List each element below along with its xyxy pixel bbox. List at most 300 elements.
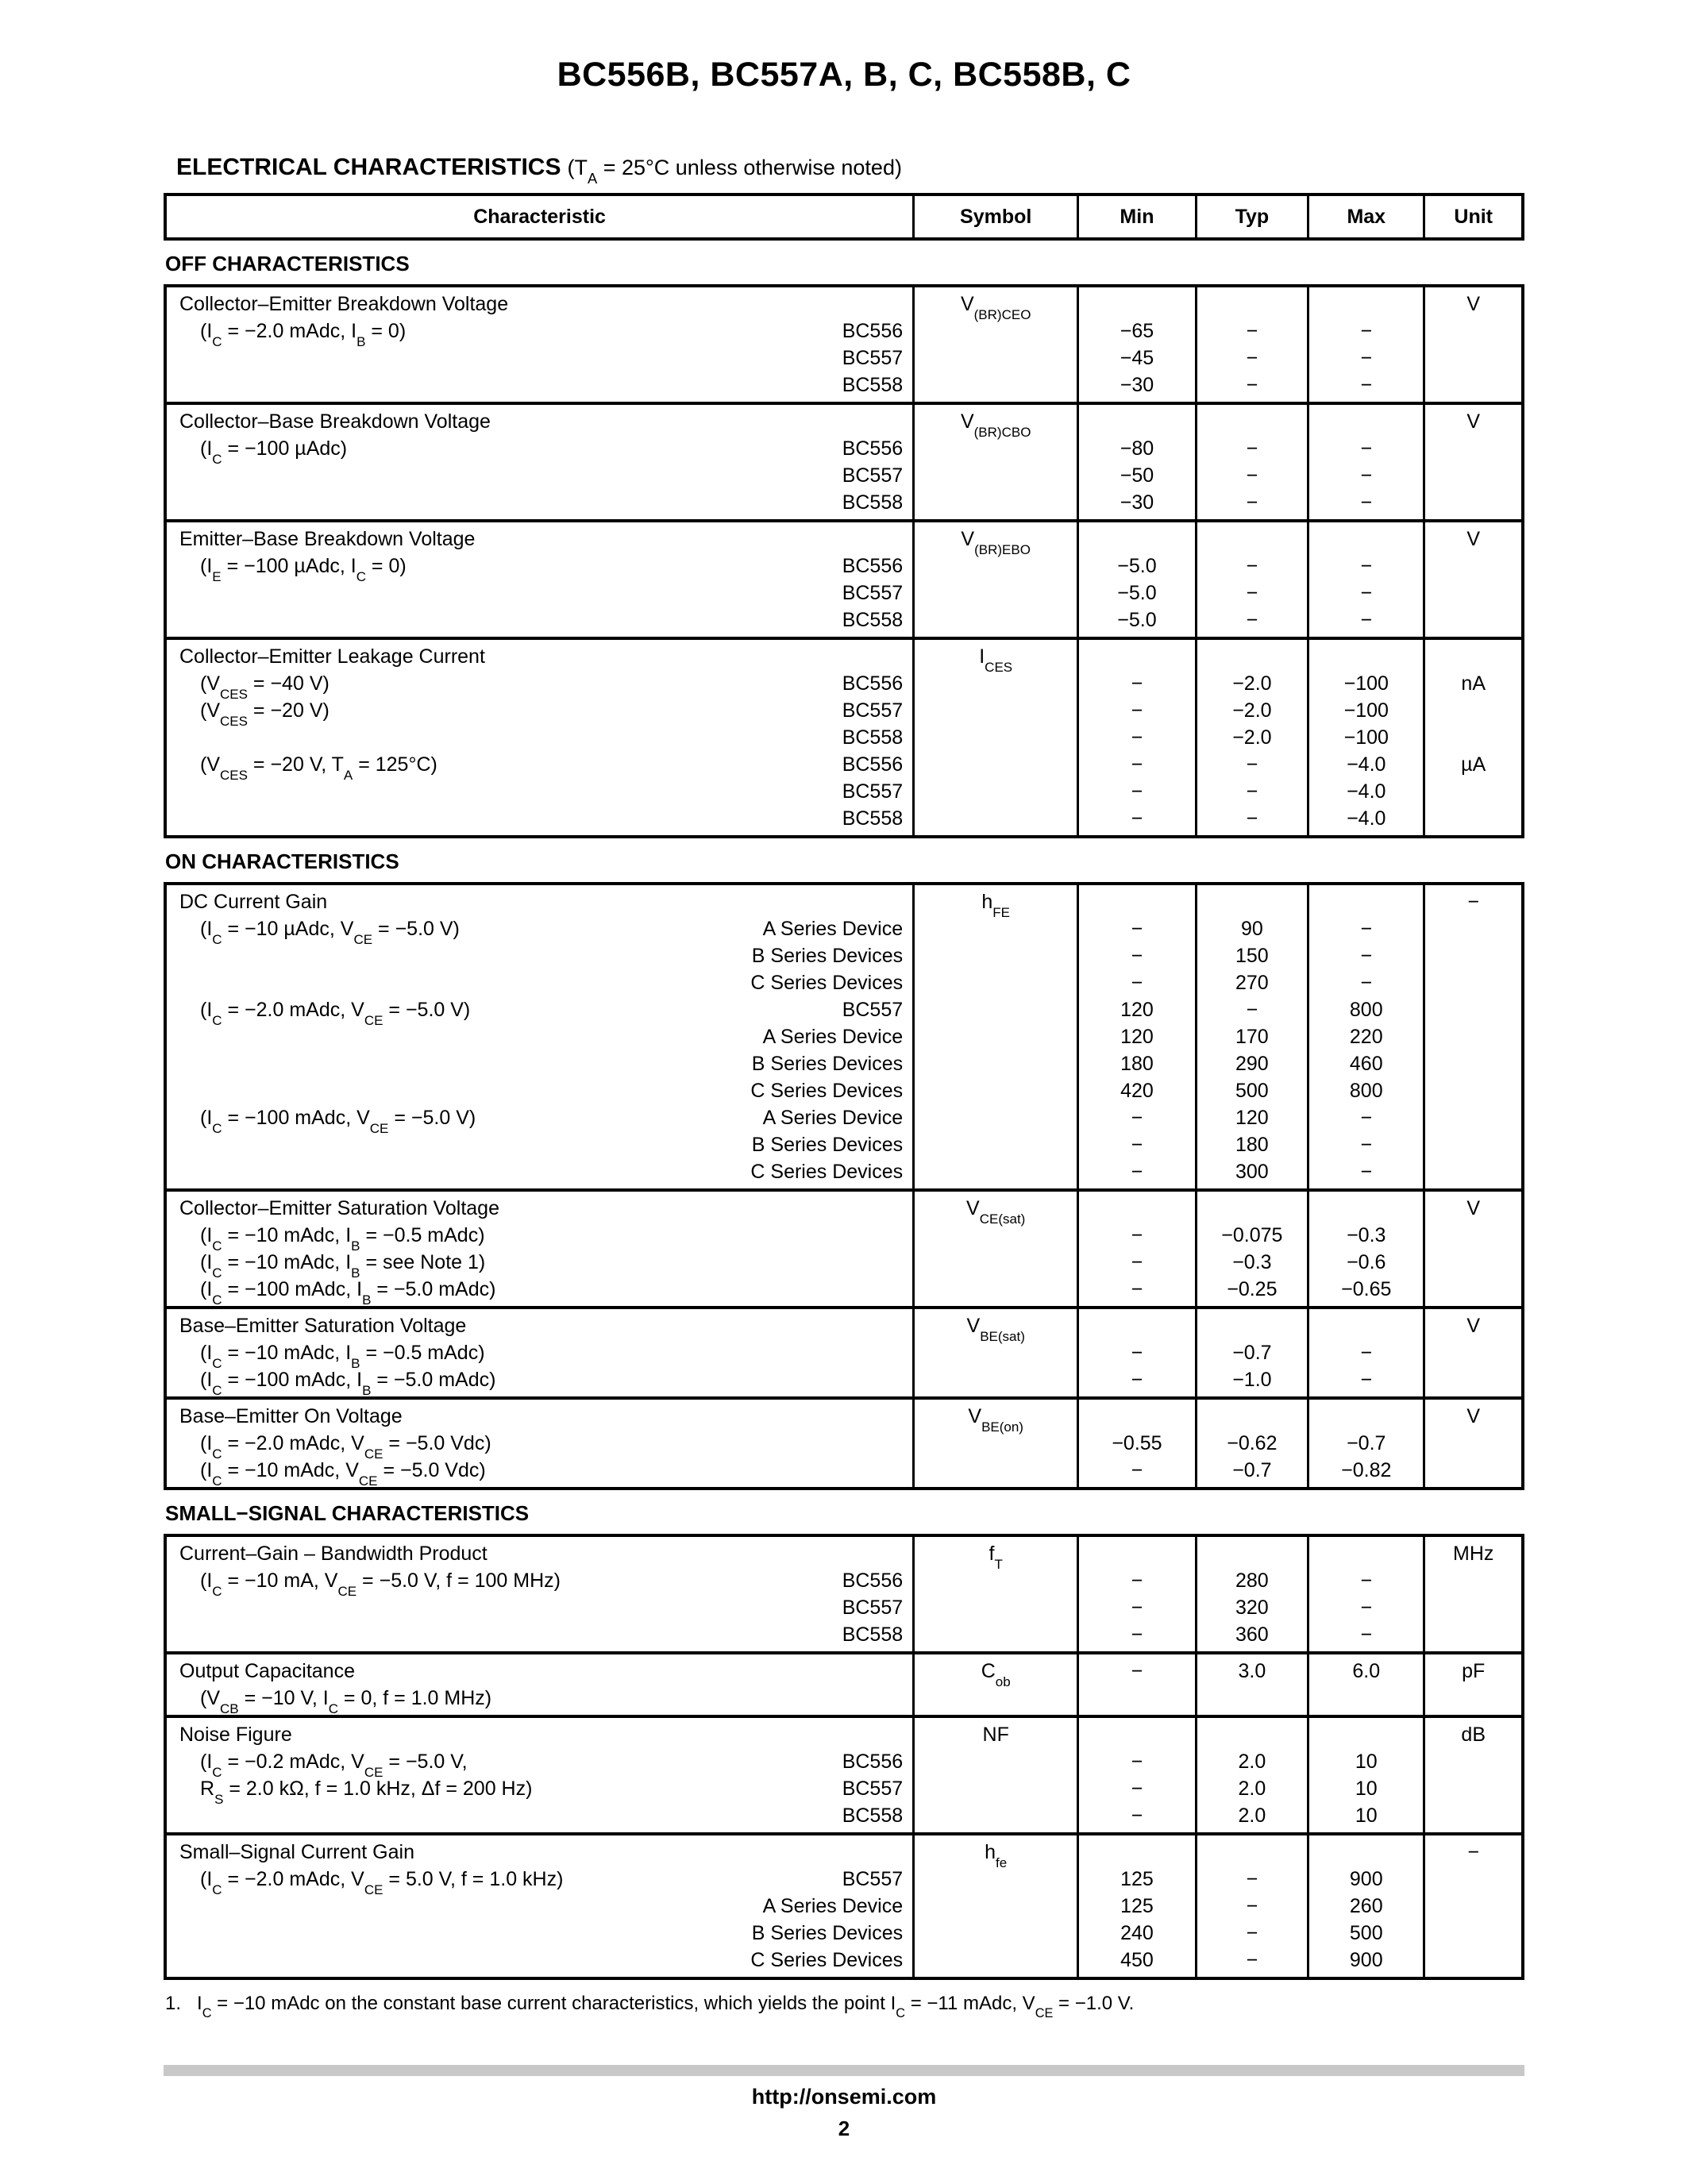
- min-value: [1079, 1540, 1194, 1567]
- unit-label: [1425, 1430, 1521, 1457]
- test-condition: ($I_C = -10$ mAdc, $I_B = -0.5$ mAdc): [200, 1224, 485, 1254]
- typ-value: [1197, 1839, 1307, 1866]
- typ-value: −0.25: [1227, 1278, 1278, 1300]
- unit-label: [1425, 1893, 1521, 1920]
- max-value: 10: [1355, 1751, 1378, 1773]
- unit-cell: [1423, 1537, 1521, 1651]
- column-header-typ: Typ: [1195, 196, 1307, 237]
- unit-label: [1425, 1276, 1521, 1303]
- device-label: BC556: [842, 1570, 904, 1592]
- unit-cell: [1423, 1718, 1521, 1832]
- table-line: [167, 1621, 912, 1648]
- max-value: −: [1360, 1342, 1373, 1364]
- typ-cell: [1195, 1537, 1307, 1651]
- device-label: BC558: [842, 609, 904, 631]
- symbol-label: [915, 1131, 1077, 1158]
- test-condition: ($I_C = -100$ mAdc, $V_{CE} = -5.0$ V): [200, 1107, 476, 1136]
- typ-value: 180: [1235, 1134, 1269, 1156]
- symbol-cell: [912, 1400, 1077, 1487]
- table-line: [167, 996, 912, 1028]
- symbol-label: [915, 1594, 1077, 1621]
- table-line: [167, 1802, 912, 1829]
- test-condition: ($I_C = -0.2$ mAdc, $V_{CE} = -5.0$ V,: [200, 1751, 468, 1780]
- typ-cell: [1195, 1309, 1307, 1396]
- characteristic-title: Base–Emitter On Voltage: [179, 1405, 403, 1427]
- typ-value: 2.0: [1238, 1805, 1266, 1827]
- characteristic-title: DC Current Gain: [179, 891, 328, 913]
- table-header-row: [164, 193, 1524, 241]
- min-value: −: [1131, 1278, 1143, 1300]
- symbol-cell: [912, 1835, 1077, 1977]
- test-condition: ($I_C = -2.0$ mAdc, $V_{CE} = -5.0$ V): [200, 999, 471, 1028]
- table-line: [167, 1893, 912, 1920]
- min-value: −: [1131, 1751, 1143, 1773]
- unit-label: dB: [1461, 1724, 1486, 1746]
- max-value: −100: [1343, 726, 1389, 749]
- device-label: BC556: [842, 1751, 904, 1773]
- device-label: BC556: [842, 555, 904, 577]
- typ-cell: [1195, 1400, 1307, 1487]
- max-value: −100: [1343, 672, 1389, 695]
- symbol-label: [915, 1802, 1077, 1829]
- characteristic-row-group: [167, 1651, 1521, 1715]
- unit-label: [1425, 1802, 1521, 1829]
- symbol-label: [915, 1077, 1077, 1104]
- table-line: [167, 805, 912, 832]
- device-label: B Series Devices: [751, 1134, 904, 1156]
- min-value: [1079, 1312, 1194, 1339]
- device-label: C Series Devices: [750, 1949, 904, 1971]
- symbol-label: [915, 1748, 1077, 1775]
- symbol-label: $h_{FE}$: [981, 891, 1010, 920]
- unit-label: [1425, 435, 1521, 462]
- min-value: 125: [1120, 1895, 1154, 1917]
- table-line: [167, 372, 912, 399]
- typ-value: −: [1246, 1868, 1258, 1890]
- table-line: [167, 1158, 912, 1185]
- symbol-label: [915, 942, 1077, 969]
- min-value: [1079, 1721, 1194, 1748]
- footer-link[interactable]: http://onsemi.com: [751, 2085, 937, 2109]
- min-value: [1079, 1685, 1194, 1712]
- test-condition: ($I_C = -100$ mAdc, $I_B = -5.0$ mAdc): [200, 1369, 496, 1398]
- symbol-label: $V_{BE(on)}$: [968, 1405, 1023, 1435]
- test-condition: ($I_C = -2.0$ mAdc, $I_B = 0$): [200, 320, 407, 349]
- typ-value: [1197, 888, 1307, 915]
- typ-value: 320: [1235, 1597, 1269, 1619]
- unit-label: [1425, 1131, 1521, 1158]
- section-label: SMALL−SIGNAL CHARACTERISTICS: [165, 1501, 530, 1525]
- max-cell: [1307, 405, 1423, 519]
- min-value: −65: [1120, 320, 1154, 342]
- unit-label: V: [1466, 410, 1481, 433]
- unit-label: [1425, 915, 1521, 942]
- symbol-cell: [912, 640, 1077, 835]
- max-value: −: [1360, 1369, 1373, 1391]
- unit-label: [1425, 1050, 1521, 1077]
- characteristic-cell: [167, 1400, 912, 1487]
- max-cell: [1307, 522, 1423, 637]
- unit-cell: [1423, 1835, 1521, 1977]
- min-value: [1079, 888, 1194, 915]
- section-label: OFF CHARACTERISTICS: [165, 252, 410, 275]
- symbol-label: $f_T$: [989, 1543, 1003, 1572]
- unit-label: [1425, 942, 1521, 969]
- unit-label: [1425, 1104, 1521, 1131]
- test-condition: ($I_C = -10$ mA, $V_{CE} = -5.0$ V, f = 100 MHz): [200, 1570, 561, 1599]
- max-cell: [1307, 1718, 1423, 1832]
- max-value: −: [1360, 1134, 1373, 1156]
- symbol-label: [915, 1775, 1077, 1802]
- page-title: BC556B, BC557A, B, C, BC558B, C: [557, 56, 1131, 94]
- unit-cell: [1423, 1400, 1521, 1487]
- typ-value: −2.0: [1232, 726, 1272, 749]
- table-line: [167, 1839, 912, 1866]
- table-line: [167, 915, 912, 947]
- min-value: 420: [1120, 1080, 1154, 1102]
- table-line: [167, 1050, 912, 1077]
- max-cell: [1307, 1400, 1423, 1487]
- characteristic-row-group: [167, 1396, 1521, 1487]
- max-value: 900: [1349, 1949, 1383, 1971]
- characteristic-cell: [167, 1835, 912, 1977]
- symbol-cell: [912, 1537, 1077, 1651]
- min-cell: [1077, 522, 1194, 637]
- typ-value: 2.0: [1238, 1751, 1266, 1773]
- device-label: C Series Devices: [750, 1161, 904, 1183]
- typ-value: 270: [1235, 972, 1269, 994]
- unit-label: [1425, 1920, 1521, 1947]
- characteristic-cell: [167, 1192, 912, 1306]
- unit-cell: [1423, 885, 1521, 1188]
- symbol-label: [915, 1158, 1077, 1185]
- symbol-label: [915, 372, 1077, 399]
- device-label: BC557: [842, 1868, 904, 1890]
- typ-value: −: [1246, 491, 1258, 514]
- characteristic-row-group: [167, 885, 1521, 1188]
- typ-value: 500: [1235, 1080, 1269, 1102]
- table-line: [167, 751, 912, 783]
- table-line: [167, 1195, 912, 1222]
- max-value: −100: [1343, 699, 1389, 722]
- min-value: −: [1131, 945, 1143, 967]
- min-value: 125: [1120, 1868, 1154, 1890]
- characteristic-cell: [167, 522, 912, 637]
- characteristic-title: Small–Signal Current Gain: [179, 1841, 414, 1863]
- characteristic-row-group: [167, 637, 1521, 835]
- max-value: 10: [1355, 1805, 1378, 1827]
- characteristic-title: Output Capacitance: [179, 1660, 355, 1682]
- min-value: −30: [1120, 491, 1154, 514]
- table-line: [167, 724, 912, 751]
- symbol-label: $V_{(BR)CBO}$: [960, 410, 1031, 440]
- table-line: [167, 1077, 912, 1104]
- max-value: −: [1360, 491, 1373, 514]
- table-line: [167, 1222, 912, 1254]
- unit-label: V: [1466, 293, 1481, 315]
- device-label: BC556: [842, 753, 904, 776]
- test-condition: ($I_C = -2.0$ mAdc, $V_{CE} = 5.0$ V, f = 1.0 kHz): [200, 1868, 564, 1897]
- unit-label: [1425, 1947, 1521, 1974]
- table-line: [167, 1748, 912, 1780]
- test-condition: ($I_C = -2.0$ mAdc, $V_{CE} = -5.0$ Vdc): [200, 1432, 491, 1462]
- min-cell: [1077, 885, 1194, 1188]
- min-value: 450: [1120, 1949, 1154, 1971]
- symbol-label: [915, 1023, 1077, 1050]
- unit-label: V: [1466, 1405, 1481, 1427]
- typ-value: −: [1246, 1949, 1258, 1971]
- characteristic-row-group: [167, 1537, 1521, 1651]
- max-value: −: [1360, 1624, 1373, 1646]
- symbol-label: [915, 778, 1077, 805]
- typ-value: −: [1246, 1922, 1258, 1944]
- characteristic-title: Collector–Emitter Breakdown Voltage: [179, 293, 509, 315]
- characteristic-title: Collector–Base Breakdown Voltage: [179, 410, 491, 433]
- table-line: [167, 1920, 912, 1947]
- characteristic-cell: [167, 1309, 912, 1396]
- unit-label: [1425, 462, 1521, 489]
- unit-cell: [1423, 640, 1521, 835]
- min-value: [1079, 291, 1194, 318]
- unit-label: [1425, 607, 1521, 634]
- max-value: −0.7: [1347, 1432, 1386, 1454]
- min-value: −45: [1120, 347, 1154, 369]
- max-value: −: [1360, 1161, 1373, 1183]
- min-value: −: [1131, 672, 1143, 695]
- table-line: [167, 345, 912, 372]
- characteristic-row-group: [167, 1715, 1521, 1832]
- min-value: −80: [1120, 437, 1154, 460]
- symbol-label: [915, 607, 1077, 634]
- max-value: −: [1360, 918, 1373, 940]
- footnote: 1. $I_C = -10$ mAdc on the constant base current characteristics, which yields the point $I_C = -11$ mAdc, $V_{CE} = -1.0$ V.: [165, 1993, 1135, 2021]
- typ-value: [1197, 291, 1307, 318]
- max-value: −0.65: [1341, 1278, 1392, 1300]
- min-cell: [1077, 1835, 1194, 1977]
- typ-cell: [1195, 1192, 1307, 1306]
- test-condition: ($V_{CES} = -20$ V): [200, 699, 330, 729]
- max-value: [1309, 291, 1423, 318]
- unit-label: nA: [1461, 672, 1486, 695]
- characteristics-table-area: [164, 193, 1524, 2021]
- symbol-label: $V_{(BR)CEO}$: [960, 293, 1031, 322]
- characteristic-row-group: [167, 1188, 1521, 1306]
- table-line: [167, 580, 912, 607]
- test-condition: ($I_C = -100$ µAdc): [200, 437, 348, 467]
- table-block: [164, 284, 1524, 838]
- characteristic-cell: [167, 1654, 912, 1715]
- min-value: [1079, 643, 1194, 670]
- electrical-characteristics-heading: [176, 154, 902, 187]
- table-line: [167, 1276, 912, 1308]
- table-line: [167, 1775, 912, 1807]
- table-line: [167, 1339, 912, 1371]
- typ-cell: [1195, 405, 1307, 519]
- max-value: [1309, 643, 1423, 670]
- unit-label: [1425, 1366, 1521, 1393]
- unit-label: [1425, 1685, 1521, 1712]
- typ-value: 360: [1235, 1624, 1269, 1646]
- unit-label: pF: [1462, 1660, 1486, 1682]
- test-condition: ($V_{CES} = -40$ V): [200, 672, 330, 702]
- max-cell: [1307, 640, 1423, 835]
- table-line: [167, 1430, 912, 1462]
- table-line: [167, 1457, 912, 1489]
- symbol-label: $h_{fe}$: [985, 1841, 1008, 1870]
- characteristic-title: Current–Gain – Bandwidth Product: [179, 1543, 488, 1565]
- table-line: [167, 643, 912, 670]
- device-label: BC557: [842, 1597, 904, 1619]
- unit-label: [1425, 1775, 1521, 1802]
- max-cell: [1307, 885, 1423, 1188]
- device-label: B Series Devices: [751, 1922, 904, 1944]
- unit-label: µA: [1461, 753, 1486, 776]
- test-condition: ($I_C = -10$ mAdc, $I_B = -0.5$ mAdc): [200, 1342, 485, 1371]
- typ-value: −0.62: [1227, 1432, 1278, 1454]
- max-cell: [1307, 1192, 1423, 1306]
- symbol-cell: [912, 405, 1077, 519]
- test-condition: ($I_C = -10$ mAdc, $I_B$ = see Note 1): [200, 1251, 486, 1281]
- characteristic-cell: [167, 640, 912, 835]
- max-value: −: [1360, 1107, 1373, 1129]
- typ-value: −: [1246, 374, 1258, 396]
- unit-label: [1425, 1567, 1521, 1594]
- max-value: 460: [1349, 1053, 1383, 1075]
- unit-label: [1425, 1023, 1521, 1050]
- unit-label: [1425, 345, 1521, 372]
- min-value: −: [1131, 1224, 1143, 1246]
- min-cell: [1077, 1192, 1194, 1306]
- max-value: −: [1360, 945, 1373, 967]
- max-value: 800: [1349, 999, 1383, 1021]
- min-cell: [1077, 287, 1194, 402]
- min-cell: [1077, 640, 1194, 835]
- min-cell: [1077, 405, 1194, 519]
- min-value: −5.0: [1117, 609, 1157, 631]
- max-value: −4.0: [1347, 780, 1386, 803]
- device-label: C Series Devices: [750, 1080, 904, 1102]
- symbol-label: [915, 1276, 1077, 1303]
- device-label: A Series Device: [762, 1026, 904, 1048]
- typ-value: 170: [1235, 1026, 1269, 1048]
- characteristic-cell: [167, 1718, 912, 1832]
- typ-cell: [1195, 640, 1307, 835]
- unit-label: V: [1466, 1197, 1481, 1219]
- device-label: BC558: [842, 1805, 904, 1827]
- symbol-label: [915, 1457, 1077, 1484]
- table-line: [167, 670, 912, 702]
- min-value: −: [1131, 699, 1143, 722]
- typ-cell: [1195, 522, 1307, 637]
- typ-value: [1197, 1685, 1307, 1712]
- typ-value: [1197, 1195, 1307, 1222]
- typ-value: −: [1246, 780, 1258, 803]
- min-value: −50: [1120, 464, 1154, 487]
- characteristic-row-group: [167, 287, 1521, 402]
- typ-value: −: [1246, 753, 1258, 776]
- symbol-label: [915, 1947, 1077, 1974]
- min-cell: [1077, 1654, 1194, 1715]
- table-line: [167, 697, 912, 729]
- symbol-label: [915, 489, 1077, 516]
- table-line: [167, 1658, 912, 1685]
- min-value: −: [1131, 780, 1143, 803]
- max-value: [1309, 1312, 1423, 1339]
- typ-value: 150: [1235, 945, 1269, 967]
- max-cell: [1307, 287, 1423, 402]
- heading-condition-note: ($T_A = 25^\circ C$ unless otherwise noted): [567, 156, 902, 187]
- typ-value: −1.0: [1232, 1369, 1272, 1391]
- max-value: [1309, 1540, 1423, 1567]
- max-value: [1309, 888, 1423, 915]
- max-value: −4.0: [1347, 753, 1386, 776]
- typ-value: 120: [1235, 1107, 1269, 1129]
- symbol-label: [915, 751, 1077, 778]
- max-cell: [1307, 1309, 1423, 1396]
- min-value: −: [1131, 1778, 1143, 1800]
- symbol-cell: [912, 1309, 1077, 1396]
- symbol-label: $C_{ob}$: [981, 1660, 1011, 1689]
- max-value: −0.3: [1347, 1224, 1386, 1246]
- max-cell: [1307, 1835, 1423, 1977]
- min-value: −: [1131, 1624, 1143, 1646]
- typ-value: −: [1246, 609, 1258, 631]
- max-value: [1309, 1403, 1423, 1430]
- min-value: −: [1131, 1134, 1143, 1156]
- test-condition: ($I_C = -10$ µAdc, $V_{CE} = -5.0$ V): [200, 918, 460, 947]
- unit-label: [1425, 318, 1521, 345]
- min-value: −: [1131, 972, 1143, 994]
- characteristic-title: Emitter–Base Breakdown Voltage: [179, 528, 476, 550]
- typ-value: −: [1246, 320, 1258, 342]
- heading-title: ELECTRICAL CHARACTERISTICS: [176, 154, 561, 180]
- max-value: −: [1360, 582, 1373, 604]
- typ-value: [1197, 1403, 1307, 1430]
- min-cell: [1077, 1400, 1194, 1487]
- unit-label: [1425, 778, 1521, 805]
- max-value: −4.0: [1347, 807, 1386, 830]
- device-label: C Series Devices: [750, 972, 904, 994]
- table-line: [167, 1023, 912, 1050]
- max-value: 10: [1355, 1778, 1378, 1800]
- characteristic-title: Collector–Emitter Saturation Voltage: [179, 1197, 499, 1219]
- typ-value: −0.7: [1232, 1342, 1272, 1364]
- test-condition: ($I_C = -10$ mAdc, $V_{CE} = -5.0$ Vdc): [200, 1459, 486, 1489]
- min-value: −0.55: [1112, 1432, 1162, 1454]
- typ-value: −: [1246, 582, 1258, 604]
- device-label: BC558: [842, 726, 904, 749]
- unit-label: [1425, 996, 1521, 1023]
- table-line: [167, 1947, 912, 1974]
- table-line: [167, 291, 912, 318]
- table-sections: [164, 252, 1524, 1980]
- symbol-label: [915, 1249, 1077, 1276]
- min-value: −30: [1120, 374, 1154, 396]
- max-value: [1309, 1685, 1423, 1712]
- table-line: [167, 942, 912, 969]
- device-label: B Series Devices: [751, 945, 904, 967]
- max-value: −: [1360, 374, 1373, 396]
- unit-label: [1425, 1222, 1521, 1249]
- device-label: BC556: [842, 320, 904, 342]
- typ-value: [1197, 408, 1307, 435]
- symbol-cell: [912, 287, 1077, 402]
- unit-label: [1425, 1158, 1521, 1185]
- min-value: [1079, 408, 1194, 435]
- min-value: 120: [1120, 999, 1154, 1021]
- min-value: −: [1131, 1805, 1143, 1827]
- table-line: [167, 969, 912, 996]
